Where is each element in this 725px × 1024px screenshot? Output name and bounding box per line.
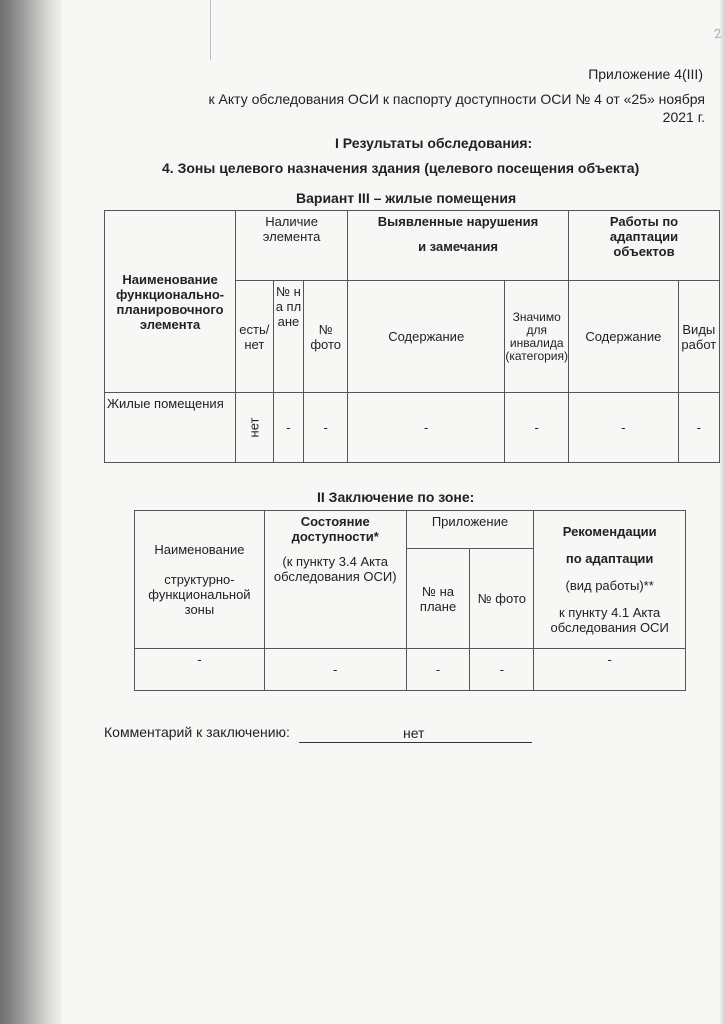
act-line-2: 2021 г. — [662, 109, 705, 125]
col-annex: Приложение — [406, 511, 534, 549]
col-presence: Наличие элемента — [236, 211, 348, 281]
col-violations: Выявленные нарушения и замечания — [348, 211, 569, 281]
row-significance: - — [505, 393, 569, 463]
table-row — [135, 649, 686, 691]
col-zone-name: Наименование структурно-функциональной зоны — [135, 511, 265, 649]
col-recommendations: Рекомендации по адаптации (вид работы)** к пункту 4.1 Акта обследования ОСИ — [534, 511, 686, 649]
sub-work-types: Виды работ — [678, 281, 719, 393]
act-line-1: к Акту обследования ОСИ к паспорту доступности ОСИ № 4 от «25» ноября — [208, 91, 705, 107]
col-state: Состояние доступности* (к пункту 3.4 Акта обследования ОСИ) — [264, 511, 406, 649]
scan-edge — [719, 0, 725, 1024]
sub2-photo: № фото — [470, 549, 534, 649]
section2-title: II Заключение по зоне: — [317, 489, 475, 505]
row-content: - — [348, 393, 505, 463]
conclusion-table — [134, 510, 686, 691]
row-name: Жилые помещения — [105, 393, 236, 463]
row-plan: - — [273, 393, 304, 463]
sub-plan: № на плане — [273, 281, 304, 393]
row2-name: - — [135, 649, 265, 691]
comment-label: Комментарий к заключению: — [104, 724, 290, 740]
page-mark: 2 — [712, 25, 723, 42]
row2-recommendation: - — [534, 649, 686, 691]
row2-plan: - — [406, 649, 470, 691]
annex-label: Приложение 4(III) — [588, 66, 703, 82]
sub2-plan: № на плане — [406, 549, 470, 649]
col-element-name: Наименование функционально-планировочного элемента — [105, 211, 236, 393]
col-works: Работы по адаптации объектов — [569, 211, 720, 281]
section1-subtitle: 4. Зоны целевого назначения здания (целевого посещения объекта) — [162, 160, 640, 176]
sub-photo: № фото — [304, 281, 348, 393]
comment-value: нет — [403, 725, 425, 741]
row-est: нет — [236, 393, 273, 463]
row-photo: - — [304, 393, 348, 463]
row2-state: - — [264, 649, 406, 691]
row-work-types: - — [678, 393, 719, 463]
row-content2: - — [569, 393, 679, 463]
row2-photo: - — [470, 649, 534, 691]
zones-table — [104, 210, 720, 463]
sub-significance: Значимо для инвалида (категория) — [505, 281, 569, 393]
sub-est: есть/ нет — [236, 281, 273, 393]
scan-fold-line — [210, 0, 211, 60]
sub-content: Содержание — [348, 281, 505, 393]
section1-title: I Результаты обследования: — [335, 135, 533, 151]
variant-title: Вариант III – жилые помещения — [296, 190, 517, 206]
scan-shadow — [0, 0, 62, 1024]
table-row — [105, 393, 720, 463]
comment-underline — [299, 742, 532, 743]
sub-content2: Содержание — [569, 281, 679, 393]
